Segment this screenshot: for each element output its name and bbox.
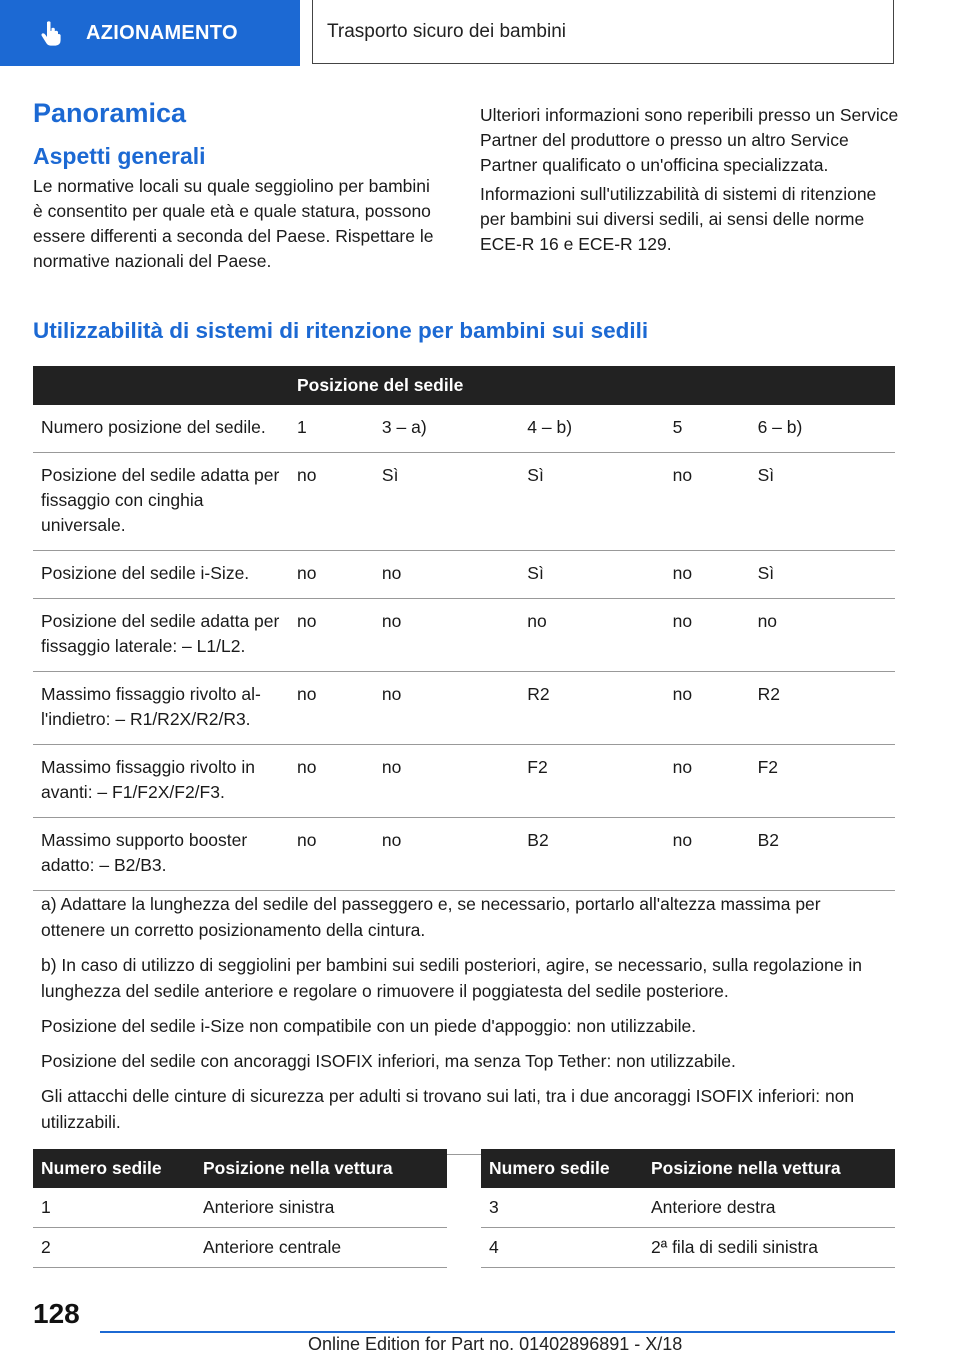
row-label: Numero posizione del sedile. — [33, 405, 289, 453]
table-cell: Sì — [519, 453, 664, 551]
table-cell: B2 — [519, 818, 664, 891]
table-cell: Sì — [519, 551, 664, 599]
table-cell: no — [374, 672, 519, 745]
table-cell: no — [665, 453, 750, 551]
row-label: Massimo fissaggio rivolto all'indietro: – R1/R2X/R2/R3. — [33, 672, 289, 745]
usability-section-title: Utilizzabilità di sistemi di ritenzione per bambini sui sedili — [33, 318, 649, 343]
row-label: Massimo supporto booster adatto: – B2/B3. — [33, 818, 289, 891]
table-row — [33, 1228, 447, 1268]
table-row — [481, 1228, 895, 1268]
table-row — [33, 599, 895, 672]
table-cell: no — [519, 599, 664, 672]
column-header: Numero sedile — [481, 1149, 643, 1188]
note: b) In caso di utilizzo di seggiolini per bambini sui sedili posteriori, agire, se necessario, sulla regolazione in lunghezza del sedile anteriore e regolare o rimuovere il poggiatesta del sedile posteriore. — [41, 955, 862, 1001]
table-cell: Sì — [750, 551, 895, 599]
table-cell: no — [289, 672, 374, 745]
row-label: Posizione del sedile adatta per fissaggio con cinghia universale. — [33, 453, 289, 551]
column-header: Posizione nella vettura — [643, 1149, 895, 1188]
table-cell: R2 — [519, 672, 664, 745]
table-cell: no — [289, 551, 374, 599]
row-label: Massimo fissaggio rivolto in avanti: – F1/F2X/F2/F3. — [33, 745, 289, 818]
table-cell: F2 — [750, 745, 895, 818]
overview-paragraph: Informazioni sull'utilizzabilità di sistemi di ritenzione per bambini sui diversi sedili, ai sensi delle norme ECE-R 16 e ECE-R 129. — [480, 184, 877, 254]
seat-position: Anteriore centrale — [195, 1228, 447, 1268]
table-cell: no — [374, 551, 519, 599]
overview-paragraph: Le normative locali su quale seggiolino per bambini è consentito per quale età e quale statura, possono essere differenti a seconda del Paese. Rispettare le normative nazionali del Paese. — [33, 176, 434, 271]
table-row — [33, 745, 895, 818]
page-number: 128 — [33, 1298, 80, 1329]
table-row — [33, 672, 895, 745]
seat-numbers-table-left — [33, 1149, 447, 1268]
table-row — [481, 1188, 895, 1228]
table-cell: B2 — [750, 818, 895, 891]
row-label: Posizione del sedile i-Size. — [33, 551, 289, 599]
overview-left-column — [33, 98, 443, 278]
table-notes — [33, 883, 895, 1155]
table-cell: no — [374, 745, 519, 818]
hand-pointer-icon — [36, 19, 64, 47]
table-cell: no — [289, 599, 374, 672]
topic-label: Trasporto sicuro dei bambini — [327, 20, 567, 42]
table-cell: 3 – a) — [374, 405, 519, 453]
note: Posizione del sedile con ancoraggi ISOFIX inferiori, ma senza Top Tether: non utilizzabile. — [41, 1051, 736, 1071]
column-header: Numero sedile — [33, 1149, 195, 1188]
table-cell: no — [289, 745, 374, 818]
topic-tab[interactable] — [312, 0, 894, 64]
table-cell: 4 – b) — [519, 405, 664, 453]
seat-numbers-table-right — [481, 1149, 895, 1268]
table-cell: no — [289, 453, 374, 551]
overview-right-column — [480, 103, 900, 261]
seat-position: 2ª fila di sedili sinistra — [643, 1228, 895, 1268]
note: Posizione del sedile i-Size non compatibile con un piede d'appoggio: non utilizzabile. — [41, 1016, 697, 1036]
page-title: Panoramica — [33, 98, 187, 128]
seat-number: 1 — [33, 1188, 195, 1228]
section-tab[interactable] — [0, 0, 300, 66]
table-cell: 5 — [665, 405, 750, 453]
seat-position: Anteriore sinistra — [195, 1188, 447, 1228]
table-cell: Sì — [750, 453, 895, 551]
table-cell: 1 — [289, 405, 374, 453]
table-header-empty — [33, 366, 289, 405]
table-header-seat-position: Posizione del sedile — [289, 366, 895, 405]
table-cell: no — [665, 551, 750, 599]
table-row — [33, 405, 895, 453]
row-label: Posizione del sedile adatta per fissaggio laterale: – L1/L2. — [33, 599, 289, 672]
table-cell: Sì — [374, 453, 519, 551]
table-row — [33, 818, 895, 891]
seat-number: 3 — [481, 1188, 643, 1228]
table-cell: R2 — [750, 672, 895, 745]
note: Gli attacchi delle cinture di sicurezza per adulti si trovano sui lati, tra i due ancoraggi ISOFIX inferiori: non utilizzabili. — [41, 1086, 855, 1132]
seat-position: Anteriore destra — [643, 1188, 895, 1228]
seat-usability-table — [33, 366, 895, 891]
seat-number: 2 — [33, 1228, 195, 1268]
table-cell: no — [289, 818, 374, 891]
table-cell: F2 — [519, 745, 664, 818]
table-row — [33, 1188, 447, 1228]
table-cell: no — [374, 818, 519, 891]
table-cell: no — [665, 599, 750, 672]
table-cell: no — [665, 745, 750, 818]
table-row — [33, 453, 895, 551]
column-header: Posizione nella vettura — [195, 1149, 447, 1188]
subsection-title: Aspetti generali — [33, 143, 206, 169]
table-cell: no — [750, 599, 895, 672]
table-cell: no — [374, 599, 519, 672]
table-row — [33, 551, 895, 599]
footer-divider — [100, 1331, 895, 1333]
edition-note: Online Edition for Part no. 01402896891 - X/18 — [308, 1334, 683, 1354]
table-cell: 6 – b) — [750, 405, 895, 453]
note: a) Adattare la lunghezza del sedile del passeggero e, se necessario, portarlo all'altezza massima per ottenere un corretto posizionamento della cintura. — [41, 894, 821, 940]
table-cell: no — [665, 672, 750, 745]
seat-number: 4 — [481, 1228, 643, 1268]
table-cell: no — [665, 818, 750, 891]
section-label: AZIONAMENTO — [86, 21, 238, 44]
overview-paragraph: Ulteriori informazioni sono reperibili presso un Service Partner del produttore o presso un altro Service Partner qualificato o un'officina specializzata. — [480, 105, 899, 175]
